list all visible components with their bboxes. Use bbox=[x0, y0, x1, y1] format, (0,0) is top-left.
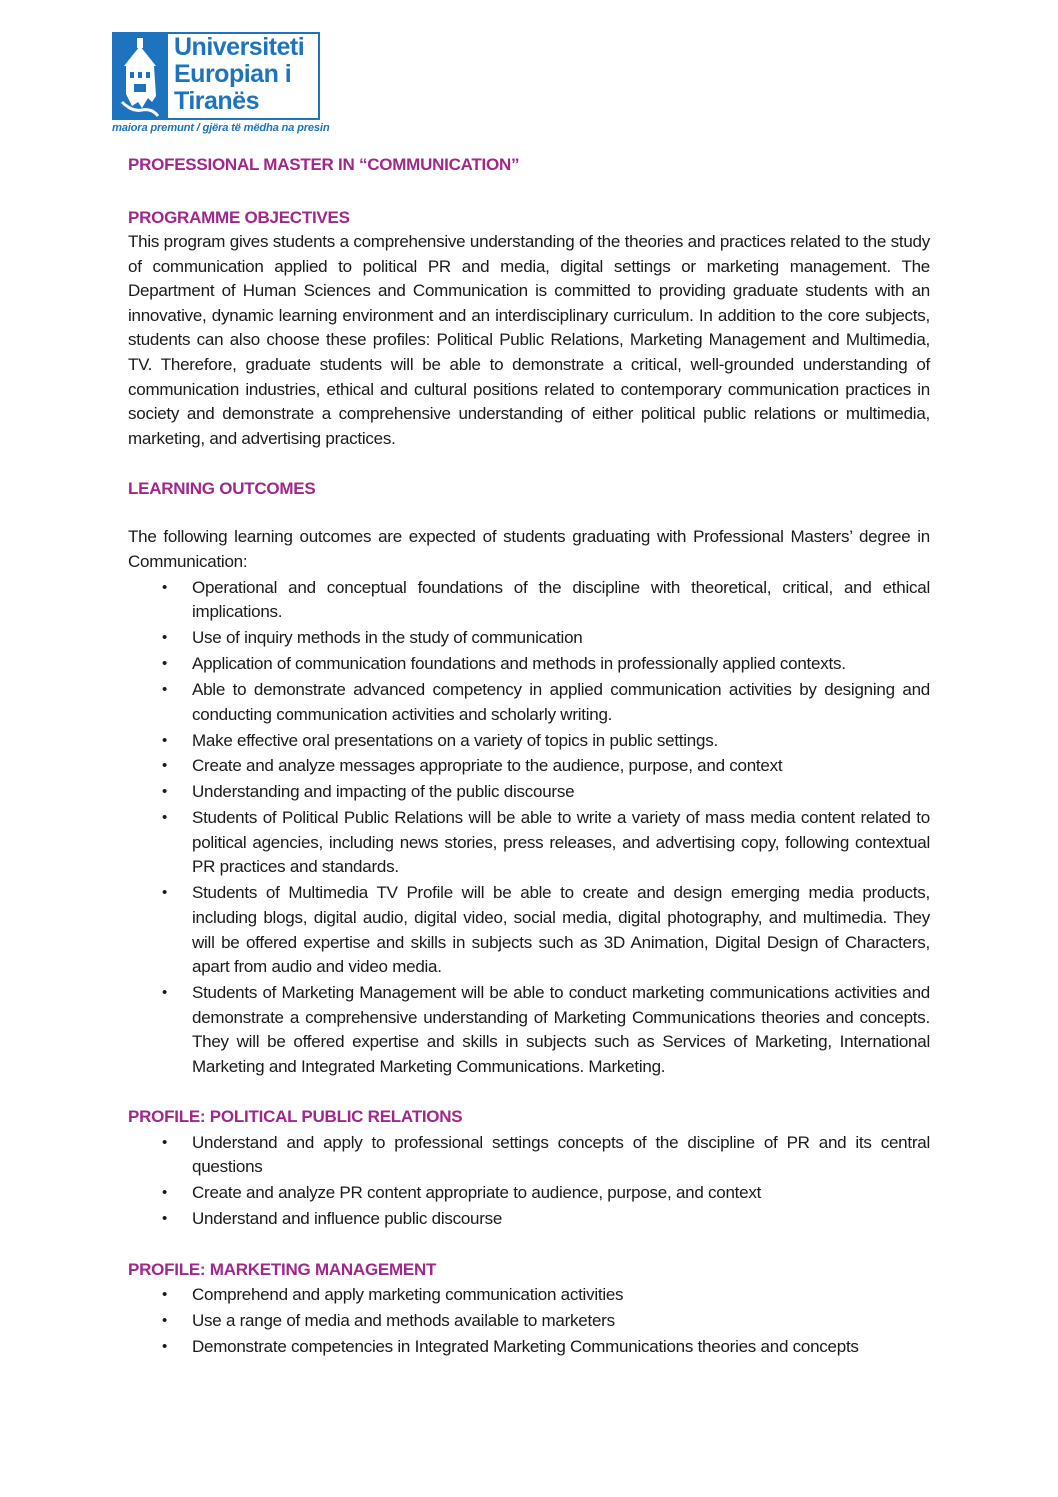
university-logo bbox=[112, 32, 330, 138]
list-item-text: Demonstrate competencies in Integrated Marketing Communications theories and concepts bbox=[192, 1336, 859, 1356]
learning-outcomes-intro: The following learning outcomes are expected of students graduating with Professional Masters’ degree in Communication: bbox=[128, 527, 930, 571]
list-item-text: Understand and influence public discourse bbox=[192, 1209, 503, 1229]
bullet-icon: • bbox=[162, 809, 168, 827]
list-item-text: Use a range of media and methods available to marketers bbox=[192, 1310, 615, 1330]
list-item bbox=[128, 754, 930, 779]
bullet-icon: • bbox=[162, 884, 168, 902]
bullet-icon: • bbox=[162, 655, 168, 673]
list-item-text: Understanding and impacting of the public discourse bbox=[192, 782, 575, 802]
list-item bbox=[128, 1283, 930, 1308]
list-item bbox=[128, 1207, 930, 1232]
bullet-icon: • bbox=[162, 629, 168, 647]
logo-line-2: Europian i bbox=[174, 60, 292, 88]
building-emblem-icon bbox=[112, 32, 168, 120]
list-item-text: Students of Multimedia TV Profile will be able to create and design emerging media products, including blogs, digital audio, digital video, social media, digital photography, and multimedia. They will be offered expertise and skills in subjects such as 3D Animation, Digital Design of Characters, apart from audio and video media. bbox=[192, 883, 930, 977]
document-body bbox=[128, 153, 930, 1359]
list-item-text: Comprehend and apply marketing communication activities bbox=[192, 1284, 624, 1304]
list-item bbox=[128, 1131, 930, 1180]
list-item bbox=[128, 806, 930, 880]
logo-line-1: Universiteti bbox=[174, 33, 305, 61]
list-item-text: Understand and apply to professional settings concepts of the discipline of PR and its central questions bbox=[192, 1132, 930, 1177]
bullet-icon: • bbox=[162, 731, 168, 749]
list-item bbox=[128, 1335, 930, 1360]
bullet-icon: • bbox=[162, 1337, 168, 1355]
list-item bbox=[128, 1181, 930, 1206]
logo-wordmark bbox=[174, 34, 320, 115]
document-title: PROFESSIONAL MASTER IN “COMMUNICATION” bbox=[128, 155, 520, 174]
list-item bbox=[128, 780, 930, 805]
list-item-text: Use of inquiry methods in the study of communication bbox=[192, 628, 583, 648]
logo-motto: maiora premunt / gjëra të mëdha na presin bbox=[112, 122, 330, 134]
list-item bbox=[128, 576, 930, 625]
list-item bbox=[128, 881, 930, 979]
list-item-text: Operational and conceptual foundations of the discipline with theoretical, critical, and ethical implications. bbox=[192, 577, 930, 622]
bullet-icon: • bbox=[162, 984, 168, 1001]
logo-line-3: Tiranës bbox=[174, 87, 259, 115]
profile-pr-heading: PROFILE: POLITICAL PUBLIC RELATIONS bbox=[128, 1107, 463, 1127]
profile-mm-list bbox=[128, 1283, 930, 1359]
bullet-icon: • bbox=[162, 1210, 168, 1228]
learning-outcomes-list bbox=[128, 576, 930, 1080]
bullet-icon: • bbox=[162, 1133, 168, 1151]
bullet-icon: • bbox=[162, 578, 168, 596]
list-item bbox=[128, 652, 930, 677]
list-item bbox=[128, 626, 930, 651]
list-item-text: Create and analyze PR content appropriate to audience, purpose, and context bbox=[192, 1183, 762, 1203]
list-item bbox=[128, 729, 930, 754]
objectives-paragraph: This program gives students a comprehensive understanding of the theories and practices related to the study of communication applied to political PR and media, digital settings or marketing management. The Department of Human Sciences and Communication is committed to providing graduate students with an innovative, dynamic learning environment and an interdisciplinary curriculum. In addition to the core subjects, students can also choose these profiles: Political Public Relations, Marketing Management and Multimedia, TV. Therefore, graduate students will be able to demonstrate a critical, well-grounded understanding of communication industries, ethical and cultural positions related to contemporary communication practices in society and demonstrate a comprehensive understanding of either political public relations or multimedia, marketing, and advertising practices. bbox=[128, 232, 930, 448]
list-item-text: Able to demonstrate advanced competency in applied communication activities by designing and conducting communication activities and scholarly writing. bbox=[192, 680, 930, 724]
list-item bbox=[128, 981, 930, 1079]
bullet-icon: • bbox=[162, 1285, 168, 1303]
profile-mm-heading: PROFILE: MARKETING MANAGEMENT bbox=[128, 1259, 437, 1279]
list-item bbox=[128, 1309, 930, 1334]
list-item bbox=[128, 678, 930, 727]
bullet-icon: • bbox=[162, 1311, 168, 1329]
bullet-icon: • bbox=[162, 1184, 168, 1202]
list-item-text: Make effective oral presentations on a variety of topics in public settings. bbox=[192, 730, 718, 750]
list-item-text: Students of Political Public Relations will be able to write a variety of mass media content related to political agencies, including news stories, press releases, and advertising copy, following contextual PR practices and standards. bbox=[192, 808, 930, 877]
list-item-text: Application of communication foundations and methods in professionally applied contexts. bbox=[192, 654, 846, 674]
objectives-heading: PROGRAMME OBJECTIVES bbox=[128, 208, 350, 227]
list-item-text: Students of Marketing Management will be able to conduct marketing communications activities and demonstrate a comprehensive understanding of Marketing Communications theories and concepts. They will be offered expertise and skills in subjects such as Services of Marketing, International Marketing and Integrated Marketing Communications. Marketing. bbox=[192, 983, 930, 1076]
learning-outcomes-heading: LEARNING OUTCOMES bbox=[128, 479, 316, 499]
profile-pr-list bbox=[128, 1131, 930, 1232]
bullet-icon: • bbox=[162, 757, 168, 775]
bullet-icon: • bbox=[162, 681, 168, 699]
bullet-icon: • bbox=[162, 783, 168, 801]
list-item-text: Create and analyze messages appropriate to the audience, purpose, and context bbox=[192, 756, 783, 776]
